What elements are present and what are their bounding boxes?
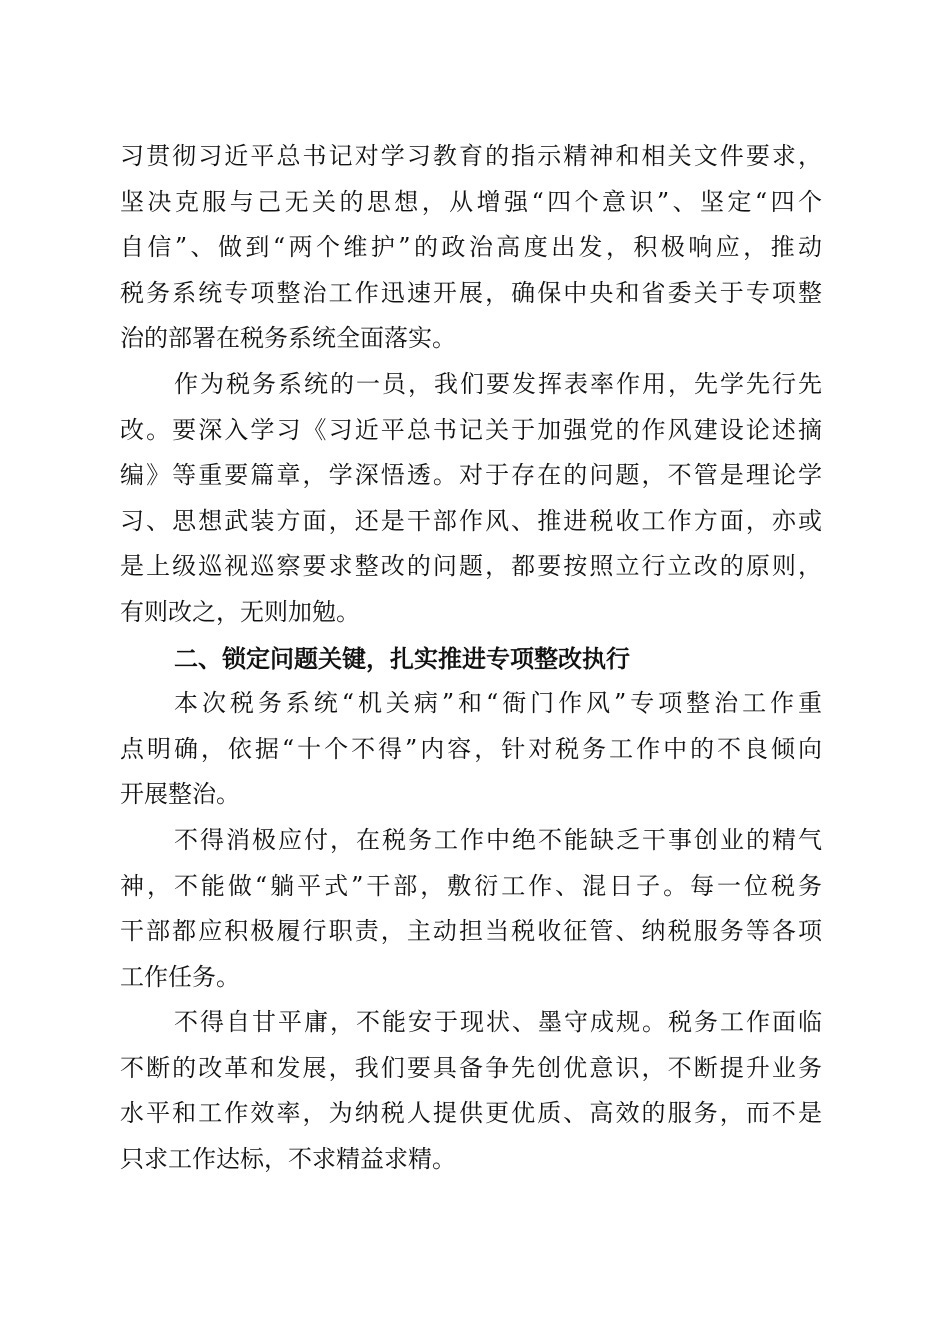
text-line: 习贯彻习近平总书记对学习教育的指示精神和相关文件要求， <box>120 142 822 170</box>
paragraph <box>120 134 822 362</box>
paragraph <box>120 362 822 636</box>
paragraph <box>120 681 822 818</box>
text-line: 治的部署在税务系统全面落实。 <box>120 324 456 353</box>
text-line: 坚决克服与己无关的思想，从增强“四个意识”、坚定“四个 <box>120 187 822 216</box>
text-line: 税务系统专项整治工作迅速开展，确保中央和省委关于专项整 <box>120 278 822 307</box>
text-line: 二、锁定问题关键，扎实推进专项整改执行 <box>174 643 630 673</box>
text-line: 本次税务系统“机关病”和“衙门作风”专项整治工作重 <box>174 689 822 718</box>
text-line: 不断的改革和发展，我们要具备争先创优意识，不断提升业务 <box>120 1053 822 1082</box>
text-line: 是上级巡视巡察要求整改的问题，都要按照立行立改的原则， <box>120 552 822 581</box>
text-line: 干部都应积极履行职责，主动担当税收征管、纳税服务等各项 <box>120 917 822 946</box>
text-line: 改。要深入学习《习近平总书记关于加强党的作风建设论述摘 <box>120 415 822 444</box>
text-line: 有则改之，无则加勉。 <box>120 597 360 626</box>
paragraph <box>120 1000 822 1182</box>
text-line: 水平和工作效率，为纳税人提供更优质、高效的服务，而不是 <box>120 1099 822 1128</box>
text-line: 点明确，依据“十个不得”内容，针对税务工作中的不良倾向 <box>120 734 822 763</box>
paragraph <box>120 818 822 1000</box>
document-page <box>120 134 822 1183</box>
text-line: 只求工作达标，不求精益求精。 <box>120 1145 456 1174</box>
text-line: 不得自甘平庸，不能安于现状、墨守成规。税务工作面临 <box>174 1008 822 1037</box>
text-line: 自信”、做到“两个维护”的政治高度出发，积极响应，推动 <box>120 233 822 262</box>
text-line: 作为税务系统的一员，我们要发挥表率作用，先学先行先 <box>174 369 822 398</box>
text-line: 编》等重要篇章，学深悟透。对于存在的问题，不管是理论学 <box>120 461 822 490</box>
text-line: 开展整治。 <box>120 780 240 809</box>
text-line: 不得消极应付，在税务工作中绝不能缺乏干事创业的精气 <box>174 825 822 854</box>
section-heading <box>120 636 822 682</box>
text-line: 习、思想武装方面，还是干部作风、推进税收工作方面，亦或 <box>120 506 822 535</box>
text-line: 工作任务。 <box>120 962 240 991</box>
text-line: 神，不能做“躺平式”干部，敷衍工作、混日子。每一位税务 <box>120 871 822 900</box>
